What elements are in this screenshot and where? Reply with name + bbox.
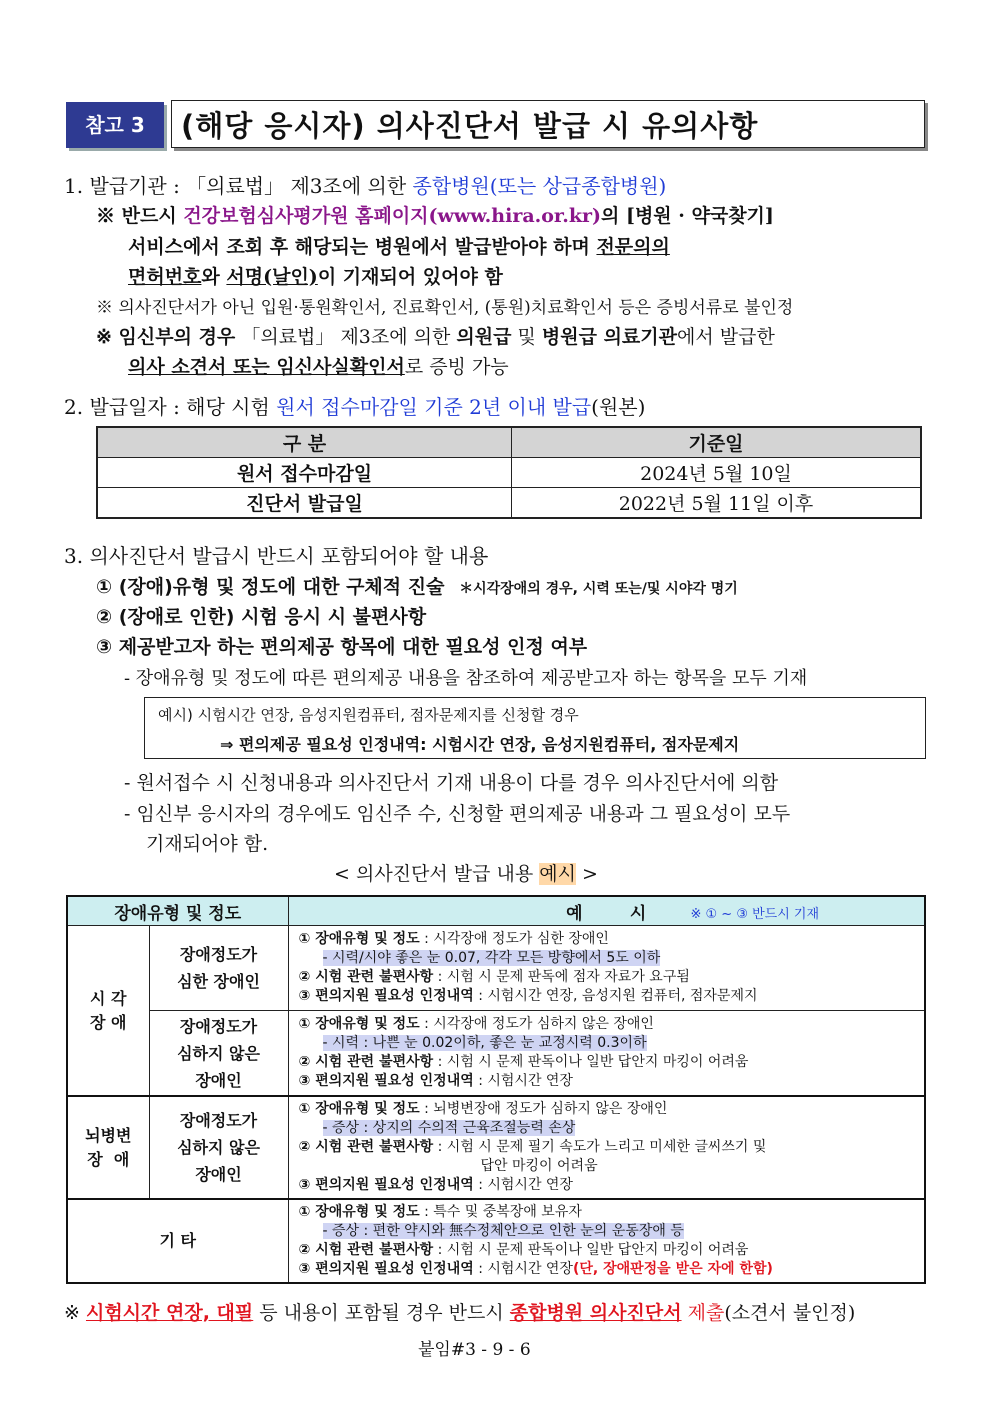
- note1-line1: [96, 201, 774, 228]
- example-label: ③ 편의지원 필요성 인정내역: [298, 1261, 474, 1277]
- note3-line1: [96, 322, 775, 349]
- subcategory: [149, 926, 288, 1011]
- date-table-header-date: 기준일: [512, 427, 922, 458]
- footer-text-c: (소견서 불인정): [724, 1302, 856, 1324]
- footer-red1: 시험시간 연장, 대필: [85, 1302, 254, 1324]
- category-brain-line2: 장 애: [87, 1149, 130, 1169]
- category-brain: [67, 1096, 149, 1199]
- example-value-cont: 답안 마킹이 어려움: [480, 1158, 598, 1174]
- item1-note: ＊시각장애의 경우, 시력 또는/및 시야각 명기: [459, 581, 738, 597]
- example-table-header-example: [288, 896, 925, 926]
- section3-heading: 3. 의사진단서 발급시 반드시 포함되어야 할 내용: [64, 544, 489, 568]
- note3-line2: [128, 352, 509, 379]
- category-visual-line2: 장 애: [90, 1012, 127, 1032]
- section3-dash3: - 임신부 응시자의 경우에도 임신주 수, 신청할 편의제공 내용과 그 필요성이 모두: [124, 803, 791, 825]
- example-label: ② 시험 관련 불편사항: [298, 1242, 434, 1258]
- section1-institution: 종합병원(또는 상급종합병원): [412, 174, 667, 198]
- example-value: : 시각장애 정도가 심하지 않은 장애인: [419, 1016, 654, 1032]
- caption-highlight: 예시: [539, 863, 576, 885]
- example-cell: [288, 1096, 925, 1199]
- note1-signature: 서명(날인): [226, 266, 318, 288]
- section3-item2: ② (장애로 인한) 시험 응시 시 불편사항: [96, 606, 427, 628]
- category-brain-line1: 뇌병변: [85, 1125, 132, 1145]
- category-visual-line1: 시 각: [90, 988, 127, 1008]
- note1-line2-text: 서비스에서 조회 후 해당되는 병원에서 발급받아야 하며: [128, 236, 597, 258]
- table-cell-label: 원서 접수마감일: [97, 458, 512, 488]
- header-note: ※ ① ~ ③ 반드시 기재: [690, 907, 820, 922]
- reference-badge: 참고 3: [66, 102, 164, 148]
- page-title: (해당 응시자) 의사진단서 발급 시 유의사항: [181, 109, 759, 143]
- section1-prefix: 1. 발급기관 : 「의료법」 제3조에 의한: [64, 174, 413, 198]
- example-label: ③ 편의지원 필요성 인정내역: [298, 988, 474, 1004]
- section3-dash2: - 원서접수 시 신청내용과 의사진단서 기재 내용이 다를 경우 의사진단서에 의함: [124, 772, 779, 794]
- subcategory-line: 장애정도가: [179, 1016, 258, 1036]
- example-value: : 시험시간 연장, 음성지원 컴퓨터, 점자문제지: [473, 988, 758, 1004]
- example-line2: ⇒ 편의제공 필요성 인정내역: 시험시간 연장, 음성지원컴퓨터, 점자문제지: [220, 735, 740, 754]
- example-detail: - 증상 : 상지의 수의적 근육조절능력 손상: [322, 1120, 576, 1136]
- example-value: : 시험 시 문제 필기 속도가 느리고 미세한 글씨쓰기 및: [433, 1139, 767, 1155]
- example-detail: - 시력 : 나쁜 눈 0.02이하, 좋은 눈 교정시력 0.3이하: [322, 1035, 647, 1051]
- example-table-header-type: 장애유형 및 정도: [67, 896, 288, 926]
- subcategory: [149, 1096, 288, 1199]
- item1-text: ① (장애)유형 및 정도에 대한 구체적 진술: [96, 576, 445, 598]
- table-row: [67, 1096, 925, 1199]
- section1-heading: [64, 170, 666, 199]
- note2: ※ 의사진단서가 아닌 입원·통원확인서, 진료확인서, (통원)치료확인서 등은 증빙서류로 불인정: [96, 298, 794, 318]
- example-value: : 시험 시 문제 판독이나 일반 답안지 마킹이 어려움: [433, 1054, 749, 1070]
- example-value: : 특수 및 중복장애 보유자: [419, 1204, 582, 1220]
- note3-line2-tail: 로 증빙 가능: [404, 356, 509, 378]
- section2-heading: [64, 391, 645, 420]
- note-mark: ※: [64, 1302, 86, 1324]
- table-cell-value: 2024년 5월 10일: [512, 458, 922, 488]
- example-value: : 시험시간 연장: [473, 1073, 573, 1089]
- example-label: ① 장애유형 및 정도: [298, 1204, 420, 1220]
- example-restriction: (단, 장애판정을 받은 자에 한함): [572, 1261, 773, 1277]
- example-value: : 시험시간 연장: [473, 1177, 573, 1193]
- example-cell: [288, 1199, 925, 1283]
- subcategory-line: 심하지 않은: [177, 1138, 260, 1157]
- example-label: ① 장애유형 및 정도: [298, 1101, 420, 1117]
- note1-specialist: 전문의의: [596, 236, 670, 258]
- section2-prefix: 2. 발급일자 : 해당 시험: [64, 395, 277, 419]
- note1-line2: [128, 232, 670, 259]
- section2-suffix: (원본): [591, 395, 646, 419]
- subcategory-line: 장애정도가: [179, 945, 258, 964]
- subcategory-line: 장애인: [195, 1070, 242, 1090]
- example-label: ② 시험 관련 불편사항: [298, 1139, 434, 1155]
- subcategory: [149, 1011, 288, 1097]
- date-table-header-category: 구 분: [97, 427, 512, 458]
- example-value: : 시험 시 문제 판독에 점자 자료가 요구됨: [433, 969, 690, 985]
- note3-text-b: 「의료법」 제3조에 의한: [235, 326, 457, 348]
- table-row: [67, 1199, 925, 1283]
- example-value: : 시험시간 연장: [473, 1261, 573, 1277]
- note3-pregnant: 임신부의 경우: [118, 326, 236, 348]
- hira-website-link[interactable]: 건강보험심사평가원 홈페이지(www.hira.or.kr): [183, 205, 601, 227]
- date-table: [96, 426, 922, 519]
- section3-dash3-cont: 기재되어야 함.: [146, 833, 269, 855]
- table-row: [67, 1011, 925, 1097]
- example-cell: [288, 926, 925, 1011]
- subcategory-line: 장애정도가: [179, 1111, 258, 1130]
- note3-documents: 의사 소견서 또는 임신사실확인서: [128, 356, 405, 378]
- caption-b: >: [575, 863, 598, 885]
- example-detail: - 시력/시야 좋은 눈 0.07, 각각 모든 방향에서 5도 이하: [322, 950, 661, 966]
- note1-text-b: 의 [병원 · 약국찾기]: [600, 205, 774, 227]
- example-label: ① 장애유형 및 정도: [298, 1016, 420, 1032]
- note-mark: ※: [96, 326, 119, 348]
- example-value: : 시각장애 정도가 심한 장애인: [419, 931, 609, 947]
- example-value: : 뇌병변장애 정도가 심하지 않은 장애인: [419, 1101, 668, 1117]
- section3-item3: ③ 제공받고자 하는 편의제공 항목에 대한 필요성 인정 여부: [96, 636, 588, 658]
- example-label: ③ 편의지원 필요성 인정내역: [298, 1073, 474, 1089]
- section2-deadline: 원서 접수마감일 기준 2년 이내 발급: [276, 395, 592, 419]
- footer-text-a: 등 내용이 포함될 경우 반드시: [253, 1302, 510, 1324]
- section3-item1: [96, 572, 738, 599]
- example-label: ② 시험 관련 불편사항: [298, 969, 434, 985]
- example-value: : 시험 시 문제 판독이나 일반 답안지 마킹이 어려움: [433, 1242, 749, 1258]
- note3-clinic: 의원급: [456, 326, 512, 348]
- note1-text-a: 반드시: [121, 205, 184, 227]
- section3-dash1: - 장애유형 및 정도에 따른 편의제공 내용을 참조하여 제공받고자 하는 항목을 모두 기재: [124, 668, 808, 689]
- note1-and: 와: [201, 266, 227, 288]
- example-label: ② 시험 관련 불편사항: [298, 1054, 434, 1070]
- subcategory-line: 심한 장애인: [177, 972, 260, 991]
- note3-hospital: 병원급 의료기관: [541, 326, 677, 348]
- example-line1: 예시) 시험시간 연장, 음성지원컴퓨터, 점자문제지를 신청할 경우: [158, 706, 579, 724]
- example-cell: [288, 1011, 925, 1097]
- table-cell-label: 진단서 발급일: [97, 488, 512, 519]
- example-detail: - 증상 : 편한 약시와 無수정체안으로 인한 눈의 운동장애 등: [322, 1223, 684, 1239]
- note3-text-f: 에서 발급한: [676, 326, 775, 348]
- caption-a: < 의사진단서 발급 내용: [334, 863, 540, 885]
- example-label: ① 장애유형 및 정도: [298, 931, 420, 947]
- example-table: [66, 895, 926, 1284]
- note-mark: ※: [96, 205, 122, 227]
- note3-and: 및: [511, 326, 542, 348]
- subcategory-line: 심하지 않은: [177, 1043, 260, 1063]
- page-number: 붙임#3 - 9 - 6: [418, 1340, 531, 1360]
- table-row: [97, 488, 921, 519]
- footer-submit: 제출: [681, 1302, 725, 1324]
- note1-license: 면허번호: [128, 266, 202, 288]
- note1-line3-tail: 이 기재되어 있어야 함: [317, 266, 503, 288]
- subcategory-line: 장애인: [195, 1165, 242, 1184]
- footer-note: [64, 1298, 855, 1325]
- example-label: ③ 편의지원 필요성 인정내역: [298, 1177, 474, 1193]
- table-row: [97, 458, 921, 488]
- header-example-label: 예 시: [566, 903, 647, 924]
- category-visual: [67, 926, 149, 1097]
- table-cell-value: 2022년 5월 11일 이후: [512, 488, 922, 519]
- footer-red2: 종합병원 의사진단서: [509, 1302, 682, 1324]
- category-other: 기 타: [67, 1199, 288, 1283]
- note1-line3: [128, 262, 503, 289]
- table-caption: [334, 859, 598, 886]
- table-row: [67, 926, 925, 1011]
